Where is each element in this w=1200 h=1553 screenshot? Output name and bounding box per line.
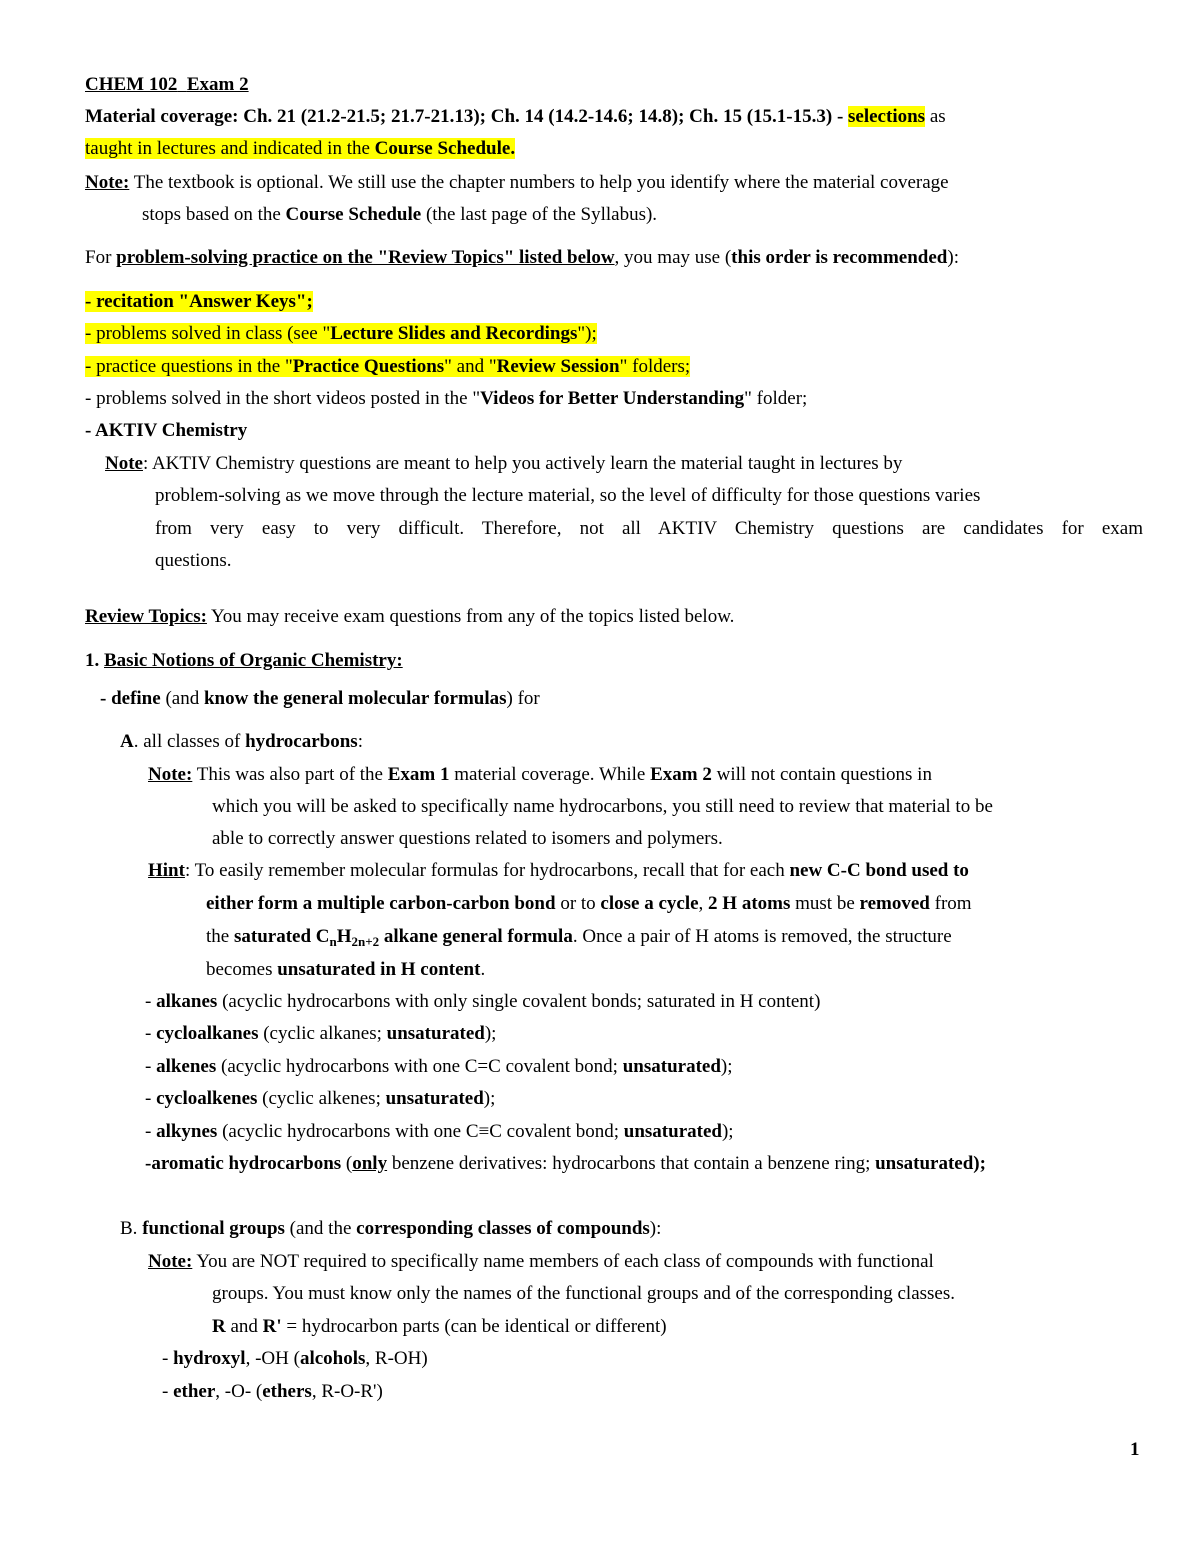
part-a-note-line-3: able to correctly answer questions related to isomers and polymers. bbox=[212, 828, 723, 849]
note2-line-2: problem-solving as we move through the lecture material, so the level of difficulty for those questions varies bbox=[155, 485, 981, 506]
exam-name: Exam 2 bbox=[186, 74, 249, 95]
selections-highlight: selections bbox=[848, 106, 926, 127]
resource-answer-keys: - recitation "Answer Keys"; bbox=[85, 291, 313, 312]
note2-line-4: questions. bbox=[155, 550, 232, 571]
list-item-aromatic: -aromatic hydrocarbons (only benzene derivatives: hydrocarbons that contain a benzene ring; unsaturated); bbox=[145, 1153, 986, 1174]
course-code: CHEM 102 bbox=[85, 74, 178, 95]
functional-group-ether: - ether, -O- (ethers, R-O-R') bbox=[162, 1381, 383, 1402]
part-b-note-line-1: Note: You are NOT required to specifically name members of each class of compounds with functional bbox=[148, 1251, 934, 1272]
section-1-heading: 1. Basic Notions of Organic Chemistry: bbox=[85, 650, 403, 671]
part-a-heading: A. all classes of hydrocarbons: bbox=[120, 731, 363, 752]
note-label: Note: bbox=[85, 172, 130, 193]
functional-group-hydroxyl: - hydroxyl, -OH (alcohols, R-OH) bbox=[162, 1348, 428, 1369]
coverage-line-1: Material coverage: Ch. 21 (21.2-21.5; 21.7-21.13); Ch. 14 (14.2-14.6; 14.8); Ch. 15 (15.1-15.3) - selections as bbox=[85, 106, 946, 127]
list-item: - alkynes (acyclic hydrocarbons with one C≡C covalent bond; unsaturated); bbox=[145, 1121, 734, 1142]
part-a-note-line-1: Note: This was also part of the Exam 1 material coverage. While Exam 2 will not contain questions in bbox=[148, 764, 932, 785]
course-schedule-text: Course Schedule. bbox=[374, 138, 516, 159]
note1-line-1: Note: The textbook is optional. We still use the chapter numbers to help you identify where the material coverage bbox=[85, 172, 949, 193]
resource-practice-questions: - practice questions in the "Practice Questions" and "Review Session" folders; bbox=[85, 356, 691, 377]
resource-lecture-slides: - problems solved in class (see "Lecture Slides and Recordings"); bbox=[85, 323, 597, 344]
page-number: 1 bbox=[1130, 1439, 1140, 1460]
hint-line-3: the saturated $C_nH_{2n+2}$ alkane general formula. Once a pair of H atoms is removed, the structure bbox=[206, 926, 952, 949]
list-item: - alkanes (acyclic hydrocarbons with only single covalent bonds; saturated in H content) bbox=[145, 991, 821, 1012]
list-item: - cycloalkanes (cyclic alkanes; unsaturated); bbox=[145, 1023, 497, 1044]
hint-line-4: becomes unsaturated in H content. bbox=[206, 959, 486, 980]
part-b-note-line-2: groups. You must know only the names of the functional groups and of the corresponding classes. bbox=[212, 1283, 956, 1304]
hint-line-1: Hint: To easily remember molecular formulas for hydrocarbons, recall that for each new C-C bond used to bbox=[148, 860, 969, 881]
page-title bbox=[85, 72, 249, 98]
practice-intro: For problem-solving practice on the "Review Topics" listed below, you may use (this order is recommended): bbox=[85, 247, 959, 268]
part-b-heading: B. functional groups (and the corresponding classes of compounds): bbox=[120, 1218, 662, 1239]
note2-line-3: from very easy to very difficult. Therefore, not all AKTIV Chemistry questions are candidates for exam bbox=[155, 518, 1143, 539]
review-topics: Review Topics: You may receive exam questions from any of the topics listed below. bbox=[85, 606, 735, 627]
define-line: - define (and know the general molecular formulas) for bbox=[100, 688, 540, 709]
note1-line-2: stops based on the Course Schedule (the last page of the Syllabus). bbox=[142, 204, 658, 225]
resource-aktiv: - AKTIV Chemistry bbox=[85, 420, 248, 441]
part-a-note-line-2: which you will be asked to specifically name hydrocarbons, you still need to review that material to be bbox=[212, 796, 993, 817]
list-item: - cycloalkenes (cyclic alkenes; unsaturated); bbox=[145, 1088, 496, 1109]
note2-line-1: Note: AKTIV Chemistry questions are meant to help you actively learn the material taught in lectures by bbox=[105, 453, 903, 474]
r-definition: R and R' = hydrocarbon parts (can be identical or different) bbox=[212, 1316, 667, 1337]
list-item: - alkenes (acyclic hydrocarbons with one C=C covalent bond; unsaturated); bbox=[145, 1056, 733, 1077]
hint-line-2: either form a multiple carbon-carbon bond or to close a cycle, 2 H atoms must be removed from bbox=[206, 893, 972, 914]
resource-videos: - problems solved in the short videos posted in the "Videos for Better Understanding" folder; bbox=[85, 388, 808, 409]
coverage-line-2: taught in lectures and indicated in the Course Schedule. bbox=[85, 138, 516, 159]
